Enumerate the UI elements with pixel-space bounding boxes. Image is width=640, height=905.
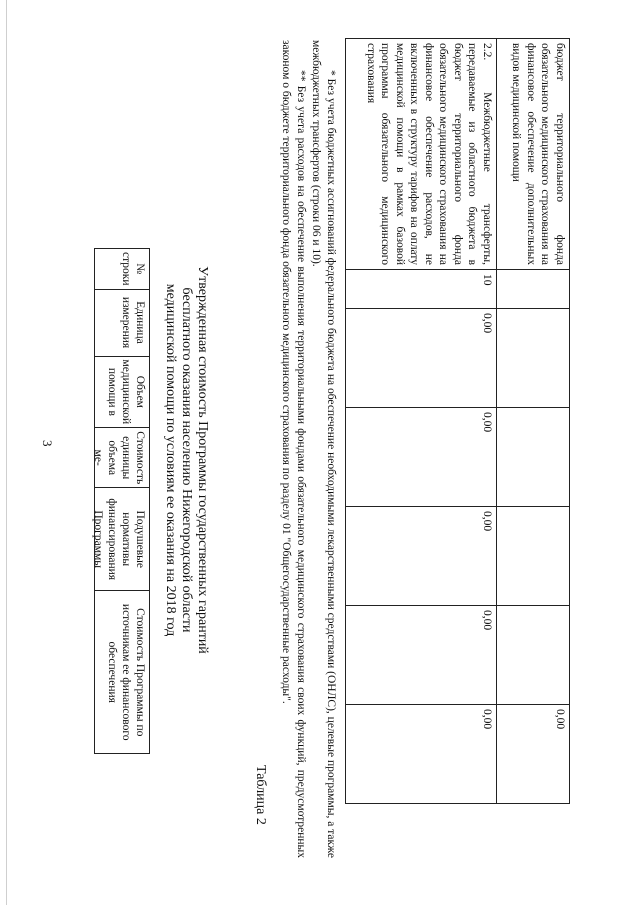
value-cell bbox=[497, 606, 570, 705]
value-cell bbox=[497, 309, 570, 408]
row-number: 10 bbox=[346, 270, 497, 309]
header-text: № строки bbox=[120, 252, 146, 286]
footnotes bbox=[278, 40, 338, 858]
header-row bbox=[95, 249, 150, 754]
header-text: Подушевые нормативы финансирования Программы bbox=[92, 498, 146, 581]
value-cell: 0,00 bbox=[346, 606, 497, 705]
header-cell bbox=[95, 249, 150, 290]
table-row bbox=[346, 39, 497, 804]
header-cell bbox=[95, 289, 150, 356]
value-cell: 0,00 bbox=[346, 705, 497, 804]
title-line: Утвержденная стоимость Программы государственных гарантий bbox=[195, 266, 210, 654]
header-text: Стоимость Программы по источникам ее финансового обеспечения bbox=[106, 603, 146, 741]
value-cell: 0,00 bbox=[346, 408, 497, 507]
value-cell bbox=[497, 507, 570, 606]
header-text: Стоимость единицы объема ме- bbox=[92, 431, 146, 485]
page-number: 3 bbox=[40, 440, 55, 447]
table-label: Таблица 2 bbox=[253, 765, 268, 825]
table-title bbox=[162, 250, 210, 670]
header-text: Объем медицинской помощи в bbox=[106, 359, 146, 425]
title-line: медицинской помощи по условиям ее оказания на 2018 год bbox=[163, 283, 178, 637]
row-description: бюджет территориального фонда обязательного медицинского страхования на финансовое обеспечение дополнительных видов медицинской помощи bbox=[497, 39, 570, 270]
header-cell bbox=[95, 591, 150, 754]
table-row bbox=[497, 39, 570, 804]
row-description: 2.2. Межбюджетные трансферты, передаваемые из областного бюджета в бюджет территориального фонда обязательного медицинского страхования на финансовое обеспечение расходов, не включенных в структуру тарифов на оплату медицинской помощи в рамках базовой программы обязательного медицинского страхования bbox=[346, 39, 497, 270]
footnote-1: * Без учета бюджетных ассигнований федерального бюджета на обеспечение необходимыми лекарственными средствами (ОНЛС), целевые программы, а также межбюджетных трансфертов (строки 06 и 10). bbox=[310, 40, 337, 858]
value-cell: 0,00 bbox=[346, 507, 497, 606]
funding-table-continuation bbox=[345, 38, 570, 804]
program-cost-table-header bbox=[94, 248, 150, 754]
title-line: бесплатного оказания населению Нижегородской области bbox=[179, 287, 194, 633]
header-cell bbox=[92, 488, 150, 591]
header-text: Единица измерения bbox=[120, 296, 146, 349]
row-number bbox=[497, 270, 570, 309]
footnote-2: ** Без учета расходов на обеспечение выполнения территориальными фондами обязательного медицинского страхования своих функций, предусмотренных законом о бюджете территориального фонда обязательного медицинского страхования по разделу 01 "Общегосударственные расходы". bbox=[280, 40, 307, 858]
header-cell bbox=[92, 428, 150, 488]
value-cell bbox=[497, 408, 570, 507]
header-cell bbox=[95, 356, 150, 428]
value-cell: 0,00 bbox=[497, 705, 570, 804]
value-cell: 0,00 bbox=[346, 309, 497, 408]
